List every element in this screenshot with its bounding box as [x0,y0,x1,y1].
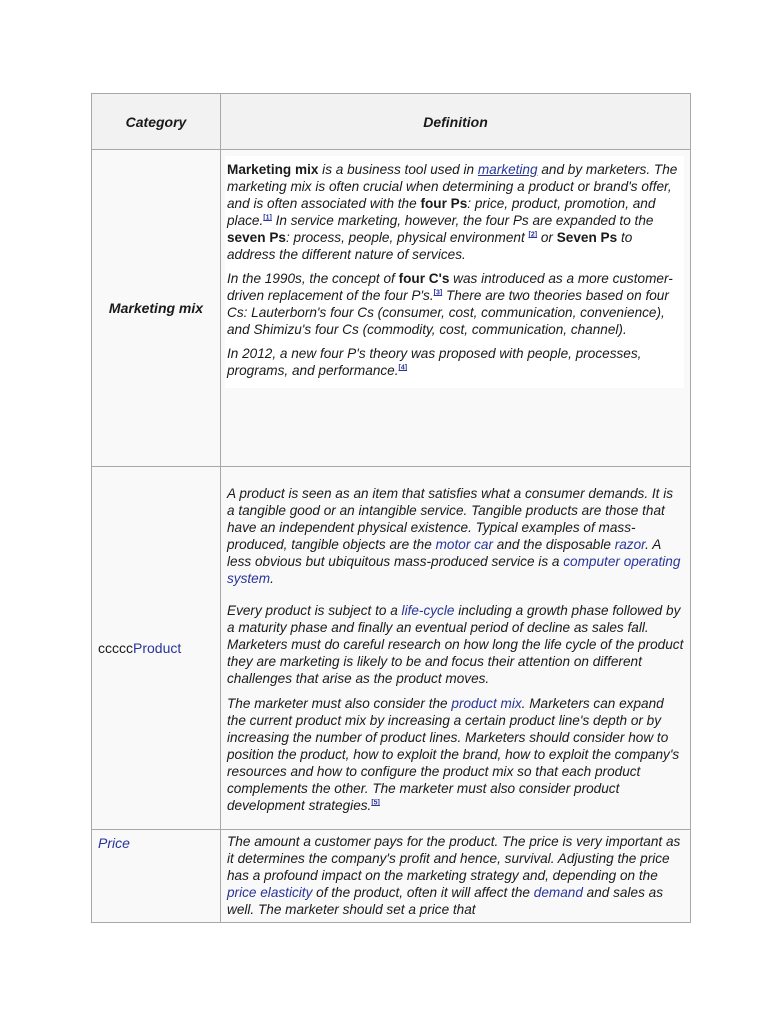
term: four Ps [420,196,468,211]
citation-link[interactable]: [4] [398,364,408,372]
paragraph [227,270,684,338]
text: . Marketers can expand the current product mix by increasing a certain product line's depth or by increasing the number of product lines. Marketers should consider how to position the product, how to exploit the brand, how to exploit the company's resources and how to configure the product mix so that each product complements the other. The marketer must also consider product development strategies. [227,696,680,813]
citation-link[interactable]: [3] [433,289,443,297]
header-definition: Definition [423,113,488,130]
link-life-cycle[interactable]: life-cycle [401,603,455,618]
header-category: Category [92,94,221,149]
category-product [92,467,221,829]
text: of the product, often it will affect the [312,885,534,900]
text: and by marketers. The marketing mix is often crucial when determining a product or brand's offer, and is often associated with the [227,162,678,211]
text: . [270,571,274,586]
link-product-mix[interactable]: product mix [451,696,522,711]
term: Marketing mix [227,162,319,177]
text: . A less obvious but ubiquitous mass-produced service is a [227,537,661,569]
text: In the 1990s, the concept of [227,271,399,286]
definition-product [221,467,690,829]
marketing-mix-table [91,93,691,923]
category-price [92,830,221,922]
paragraph [227,695,684,814]
link-marketing[interactable]: marketing [477,162,538,177]
text: Every product is subject to a [227,603,402,618]
category-prefix: ccccc [98,640,133,656]
category-marketing-mix: Marketing mix [92,150,221,466]
text: and the disposable [493,537,615,552]
link-price[interactable]: Price [98,835,130,851]
text: including a growth phase followed by a maturity phase and finally an eventual period of decline as sales fall. Marketers must do careful research on how long the life cycle of the product they are marketing is likely to be and focus their attention on different challenges that arise as the product moves. [227,603,684,686]
text: : process, people, physical environment [285,230,529,245]
term: Seven Ps [556,230,618,245]
text: and sales as well. The marketer should set a price that [227,885,664,917]
citation-link[interactable]: [2] [528,231,538,239]
link-motor-car[interactable]: motor car [435,537,494,552]
term: four C's [398,271,450,286]
definition-price [221,830,690,922]
paragraph [227,602,684,687]
text: : price, product, promotion, and place. [227,196,656,228]
text: The amount a customer pays for the product. The price is very important as it determines the company's profit and hence, survival. Adjusting the price has a profound impact on the marketing strategy and, depending on the [227,834,681,883]
text: The marketer must also consider the [227,696,452,711]
marketing-mix-text-box [225,156,684,388]
paragraph [227,161,684,263]
link-demand[interactable]: demand [533,885,583,900]
text: In 2012, a new four P's theory was proposed with people, processes, programs, and performance. [227,346,642,378]
text: A product is seen as an item that satisfies what a consumer demands. It is a tangible good or an intangible service. Tangible products are those that have an independent physical existence. Typical examples of mass-produced, tangible objects are the [227,486,674,552]
paragraph [227,833,684,918]
term: seven Ps [227,230,286,245]
text: or [537,230,557,245]
citation-link[interactable]: [1] [263,214,272,222]
link-product[interactable]: Product [133,640,182,656]
paragraph [227,485,684,587]
table-row-product [92,467,690,830]
definition-marketing-mix [221,150,690,466]
link-price-elasticity[interactable]: price elasticity [227,885,313,900]
text: In service marketing, however, the four Ps are expanded to the [271,213,654,228]
text: was introduced as a more customer-driven replacement of the four P's. [227,271,673,303]
citation-link[interactable]: [5] [371,799,380,807]
text: is a business tool used in [318,162,478,177]
link-razor[interactable]: razor [614,537,646,552]
text: There are two theories based on four Cs: Lauterborn's four Cs (consumer, cost, communication, convenience), and Shimizu's four Cs (commodity, cost, communication, channel). [227,288,669,337]
paragraph [227,345,684,379]
text: to address the different nature of services. [227,230,633,262]
link-computer-operating-system[interactable]: computer operating system [227,554,681,586]
table-row-marketing-mix [92,150,690,467]
table-row-price [92,830,690,922]
table-header-row [92,94,690,150]
